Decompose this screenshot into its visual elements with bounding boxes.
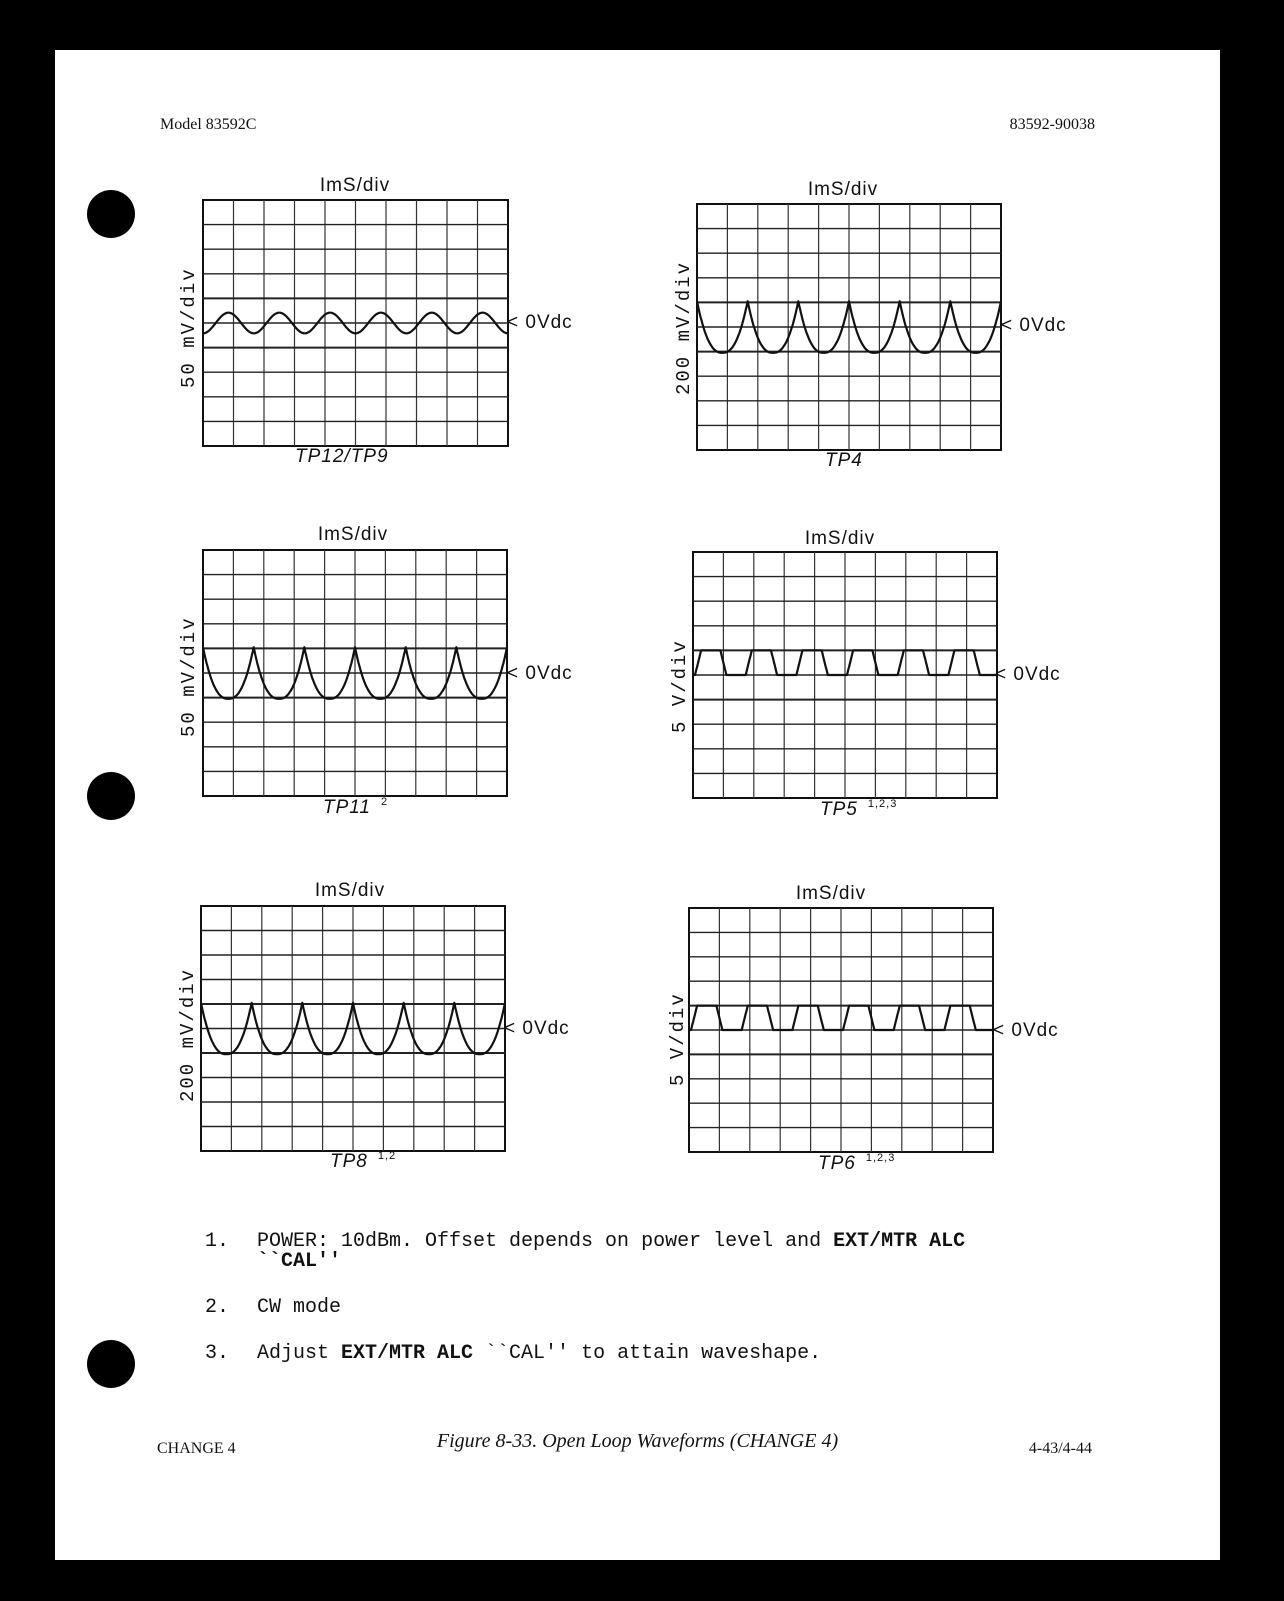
scope-panel-tp11 [203, 550, 507, 796]
oscilloscope-grid [693, 552, 997, 798]
panel-timebase: ImS/div [317, 524, 389, 545]
scope-panel-tp8 [201, 906, 505, 1151]
oscilloscope-grid [203, 200, 508, 446]
panel-test-point: TP8 $^{1,2}$ [330, 1150, 397, 1172]
scope-panel-tp6 [689, 908, 993, 1152]
panel-reference-label: < 0Vdc [507, 312, 573, 333]
binder-hole-middle [87, 772, 135, 820]
note-1-continuation: ``CAL'' [257, 1250, 342, 1273]
panel-timebase: ImS/div [319, 175, 391, 196]
panel-timebase: ImS/div [314, 880, 386, 901]
panel-reference-label: < 0Vdc [993, 1020, 1059, 1041]
document-page [55, 50, 1220, 1560]
scope-panel-tp12-tp9 [203, 200, 508, 446]
panel-reference-label: < 0Vdc [995, 664, 1061, 685]
figure-caption: Figure 8-33. Open Loop Waveforms (CHANGE 4) [436, 1430, 839, 1452]
panel-timebase: ImS/div [807, 179, 879, 200]
oscilloscope-grid [689, 908, 993, 1152]
note-3: 3. Adjust EXT/MTR ALC ``CAL'' to attain waveshape. [205, 1342, 822, 1365]
panel-test-point: TP5 $^{1,2,3}$ [820, 798, 898, 820]
oscilloscope-grid [201, 906, 505, 1151]
header-part-number: 83592-90038 [1009, 116, 1095, 133]
panel-reference-label: < 0Vdc [1001, 315, 1067, 336]
panel-test-point: TP11 $^2$ [323, 796, 389, 818]
panel-vertical-scale: 200 mV/div [177, 967, 199, 1102]
note-1: 1. POWER: 10dBm. Offset depends on power level and EXT/MTR ALC [205, 1230, 966, 1253]
panel-vertical-scale: 200 mV/div [673, 260, 695, 395]
note-2: 2. CW mode [205, 1296, 342, 1319]
panel-vertical-scale: 50 mV/div [178, 616, 200, 737]
binder-hole-bottom [87, 1340, 135, 1388]
scope-panel-tp4 [697, 204, 1001, 450]
footer-change: CHANGE 4 [157, 1440, 236, 1457]
oscilloscope-grid [203, 550, 507, 796]
panel-test-point: TP6 $^{1,2,3}$ [818, 1152, 896, 1174]
binder-hole-top [87, 190, 135, 238]
oscilloscope-grid [697, 204, 1001, 450]
panel-reference-label: < 0Vdc [507, 663, 573, 684]
panel-vertical-scale: 5 V/div [669, 639, 691, 733]
panel-vertical-scale: 5 V/div [667, 992, 689, 1086]
panel-test-point: TP12/TP9 [295, 446, 389, 467]
scope-panel-tp5 [693, 552, 997, 798]
panel-vertical-scale: 50 mV/div [178, 267, 200, 388]
panel-reference-label: < 0Vdc [504, 1018, 570, 1039]
header-model: Model 83592C [160, 116, 257, 133]
footer-page-number: 4-43/4-44 [1028, 1440, 1092, 1457]
panel-timebase: ImS/div [795, 883, 867, 904]
panel-test-point: TP4 [825, 450, 863, 471]
panel-timebase: ImS/div [804, 528, 876, 549]
